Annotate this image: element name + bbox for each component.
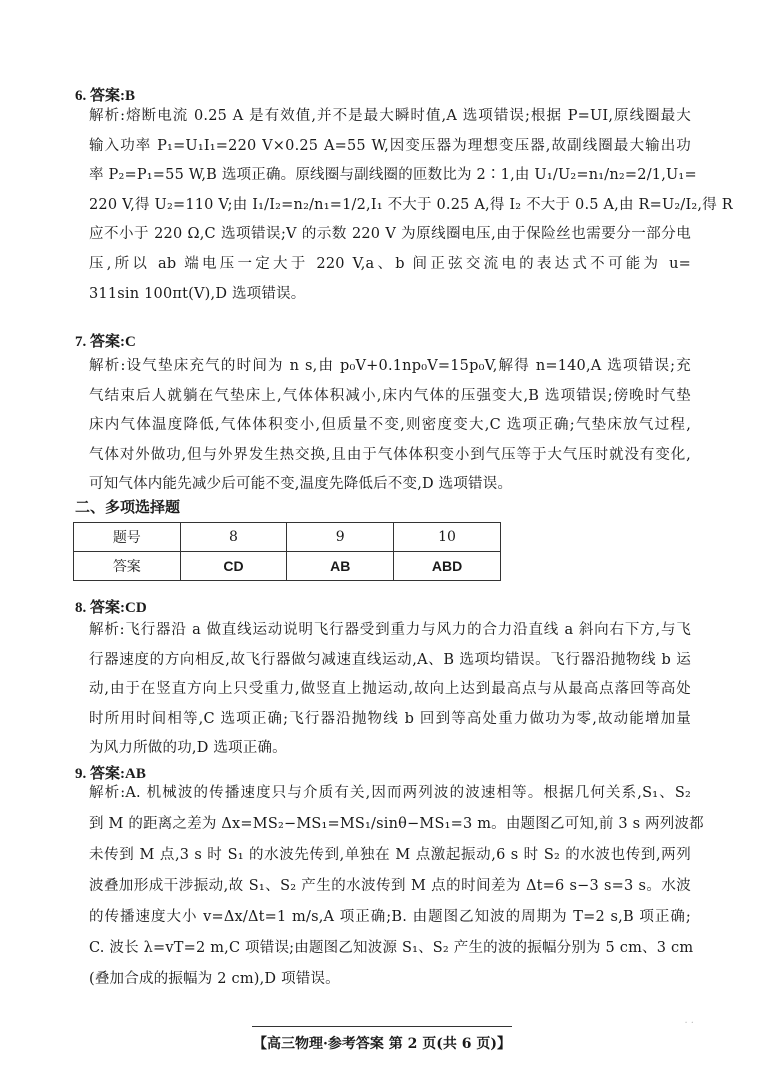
q9-line: 的传播速度大小 v=Δx/Δt=1 m/s,A 项正确;B. 由题图乙知波的周期为 T=2 s,B 项正确; bbox=[89, 909, 691, 925]
q9-line: (叠加合成的振幅为 2 cm),D 项错误。 bbox=[89, 971, 340, 987]
table-row bbox=[74, 552, 501, 581]
q6-explanation bbox=[89, 102, 733, 309]
q7-answer-heading: 7. 答案:C bbox=[75, 334, 136, 350]
q7-line: 气体对外做功,但与外界发生热交换,且由于气体体积变小到气压等于大气压时就没有变化, bbox=[89, 446, 691, 463]
q7-line: 解析:设气垫床充气的时间为 n s,由 p₀V+0.1np₀V=15p₀V,解得 n=140,A 选项错误;充 bbox=[89, 358, 691, 374]
q9-line: 解析:A. 机械波的传播速度只与介质有关,因而两列波的波速相等。根据几何关系,S₁、S₂ bbox=[89, 785, 691, 801]
table-cell: 10 bbox=[394, 523, 501, 552]
table-cell: ABD bbox=[394, 552, 501, 581]
table-cell: AB bbox=[287, 552, 394, 581]
q6-line: 解析:熔断电流 0.25 A 是有效值,并不是最大瞬时值,A 选项错误;根据 P=UI,原线圈最大 bbox=[89, 108, 691, 124]
table-cell: 9 bbox=[287, 523, 394, 552]
q6-line: 率 P₂=P₁=55 W,B 选项正确。原线圈与副线圈的匝数比为 2∶1,由 U₁/U₂=n₁/n₂=2/1,U₁= bbox=[89, 167, 697, 184]
q7-line: 可知气体内能先减少后可能不变,温度先降低后不变,D 选项错误。 bbox=[89, 476, 513, 493]
q9-answer-heading: 9. 答案:AB bbox=[75, 766, 146, 782]
scan-mark: · · bbox=[684, 1018, 694, 1029]
section-heading: 二、多项选择题 bbox=[75, 498, 181, 516]
q7-line: 床内气体温度降低,气体体积变小,但质量不变,则密度变大,C 选项正确;气垫床放气过程, bbox=[89, 417, 691, 434]
q7-line: 气结束后人就躺在气垫床上,气体体积减小,床内气体的压强变大,B 选项错误;傍晚时气垫 bbox=[89, 387, 691, 404]
q8-explanation bbox=[89, 616, 691, 764]
q8-line: 动,由于在竖直方向上只受重力,做竖直上抛运动,故向上达到最高点与从最高点落回等高处 bbox=[89, 681, 691, 698]
table-row bbox=[74, 523, 501, 552]
q6-line: 输入功率 P₁=U₁I₁=220 V×0.25 A=55 W,因变压器为理想变压器,故副线圈最大输出功 bbox=[89, 137, 691, 154]
q6-answer-heading: 6. 答案:B bbox=[75, 88, 136, 104]
page-footer bbox=[0, 1026, 764, 1053]
table-cell: CD bbox=[180, 552, 287, 581]
q9-line: 到 M 的距离之差为 Δx=MS₂−MS₁=MS₁/sinθ−MS₁=3 m。由题图乙可知,前 3 s 两列波都 bbox=[89, 816, 704, 832]
q9-line: 波叠加形成干涉振动,故 S₁、S₂ 产生的水波传到 M 点的时间差为 Δt=6 s−3 s=3 s。水波 bbox=[89, 878, 691, 894]
table-cell: 题号 bbox=[74, 523, 181, 552]
q6-line: 压,所以 ab 端电压一定大于 220 V,a、b 间正弦交流电的表达式不可能为 u= bbox=[89, 255, 691, 272]
q9-line: 未传到 M 点,3 s 时 S₁ 的水波先传到,单独在 M 点激起振动,6 s 时 S₂ 的水波也传到,两列 bbox=[89, 847, 691, 863]
q6-line: 220 V,得 U₂=110 V;由 I₁/I₂=n₂/n₁=1/2,I₁ 不大于 0.25 A,得 I₂ 不大于 0.5 A,由 R=U₂/I₂,得 R bbox=[89, 196, 733, 213]
q6-line: 应不小于 220 Ω,C 选项错误;V 的示数 220 V 为原线圈电压,由于保险丝也需要分一部分电 bbox=[89, 226, 691, 243]
q9-explanation bbox=[89, 778, 704, 995]
q8-line: 解析:飞行器沿 a 做直线运动说明飞行器受到重力与风力的合力沿直线 a 斜向右下方,与飞 bbox=[89, 622, 691, 638]
q8-line: 行器速度的方向相反,故飞行器做匀减速直线运动,A、B 选项均错误。飞行器沿抛物线 b 运 bbox=[89, 651, 691, 668]
q9-line: C. 波长 λ=vT=2 m,C 项错误;由题图乙知波源 S₁、S₂ 产生的波的振幅分别为 5 cm、3 cm bbox=[89, 940, 694, 956]
table-cell: 8 bbox=[180, 523, 287, 552]
q7-explanation bbox=[89, 352, 691, 500]
footer-text: 【高三物理·参考答案 第 2 页(共 6 页)】 bbox=[252, 1026, 512, 1053]
q8-line: 为风力所做的功,D 选项正确。 bbox=[89, 740, 287, 757]
q8-answer-heading: 8. 答案:CD bbox=[75, 600, 147, 616]
table-cell: 答案 bbox=[74, 552, 181, 581]
q6-line: 311sin 100πt(V),D 选项错误。 bbox=[89, 285, 306, 302]
q8-line: 时所用时间相等,C 选项正确;飞行器沿抛物线 b 回到等高处重力做功为零,故动能增加量 bbox=[89, 710, 691, 727]
answer-table bbox=[73, 522, 501, 581]
